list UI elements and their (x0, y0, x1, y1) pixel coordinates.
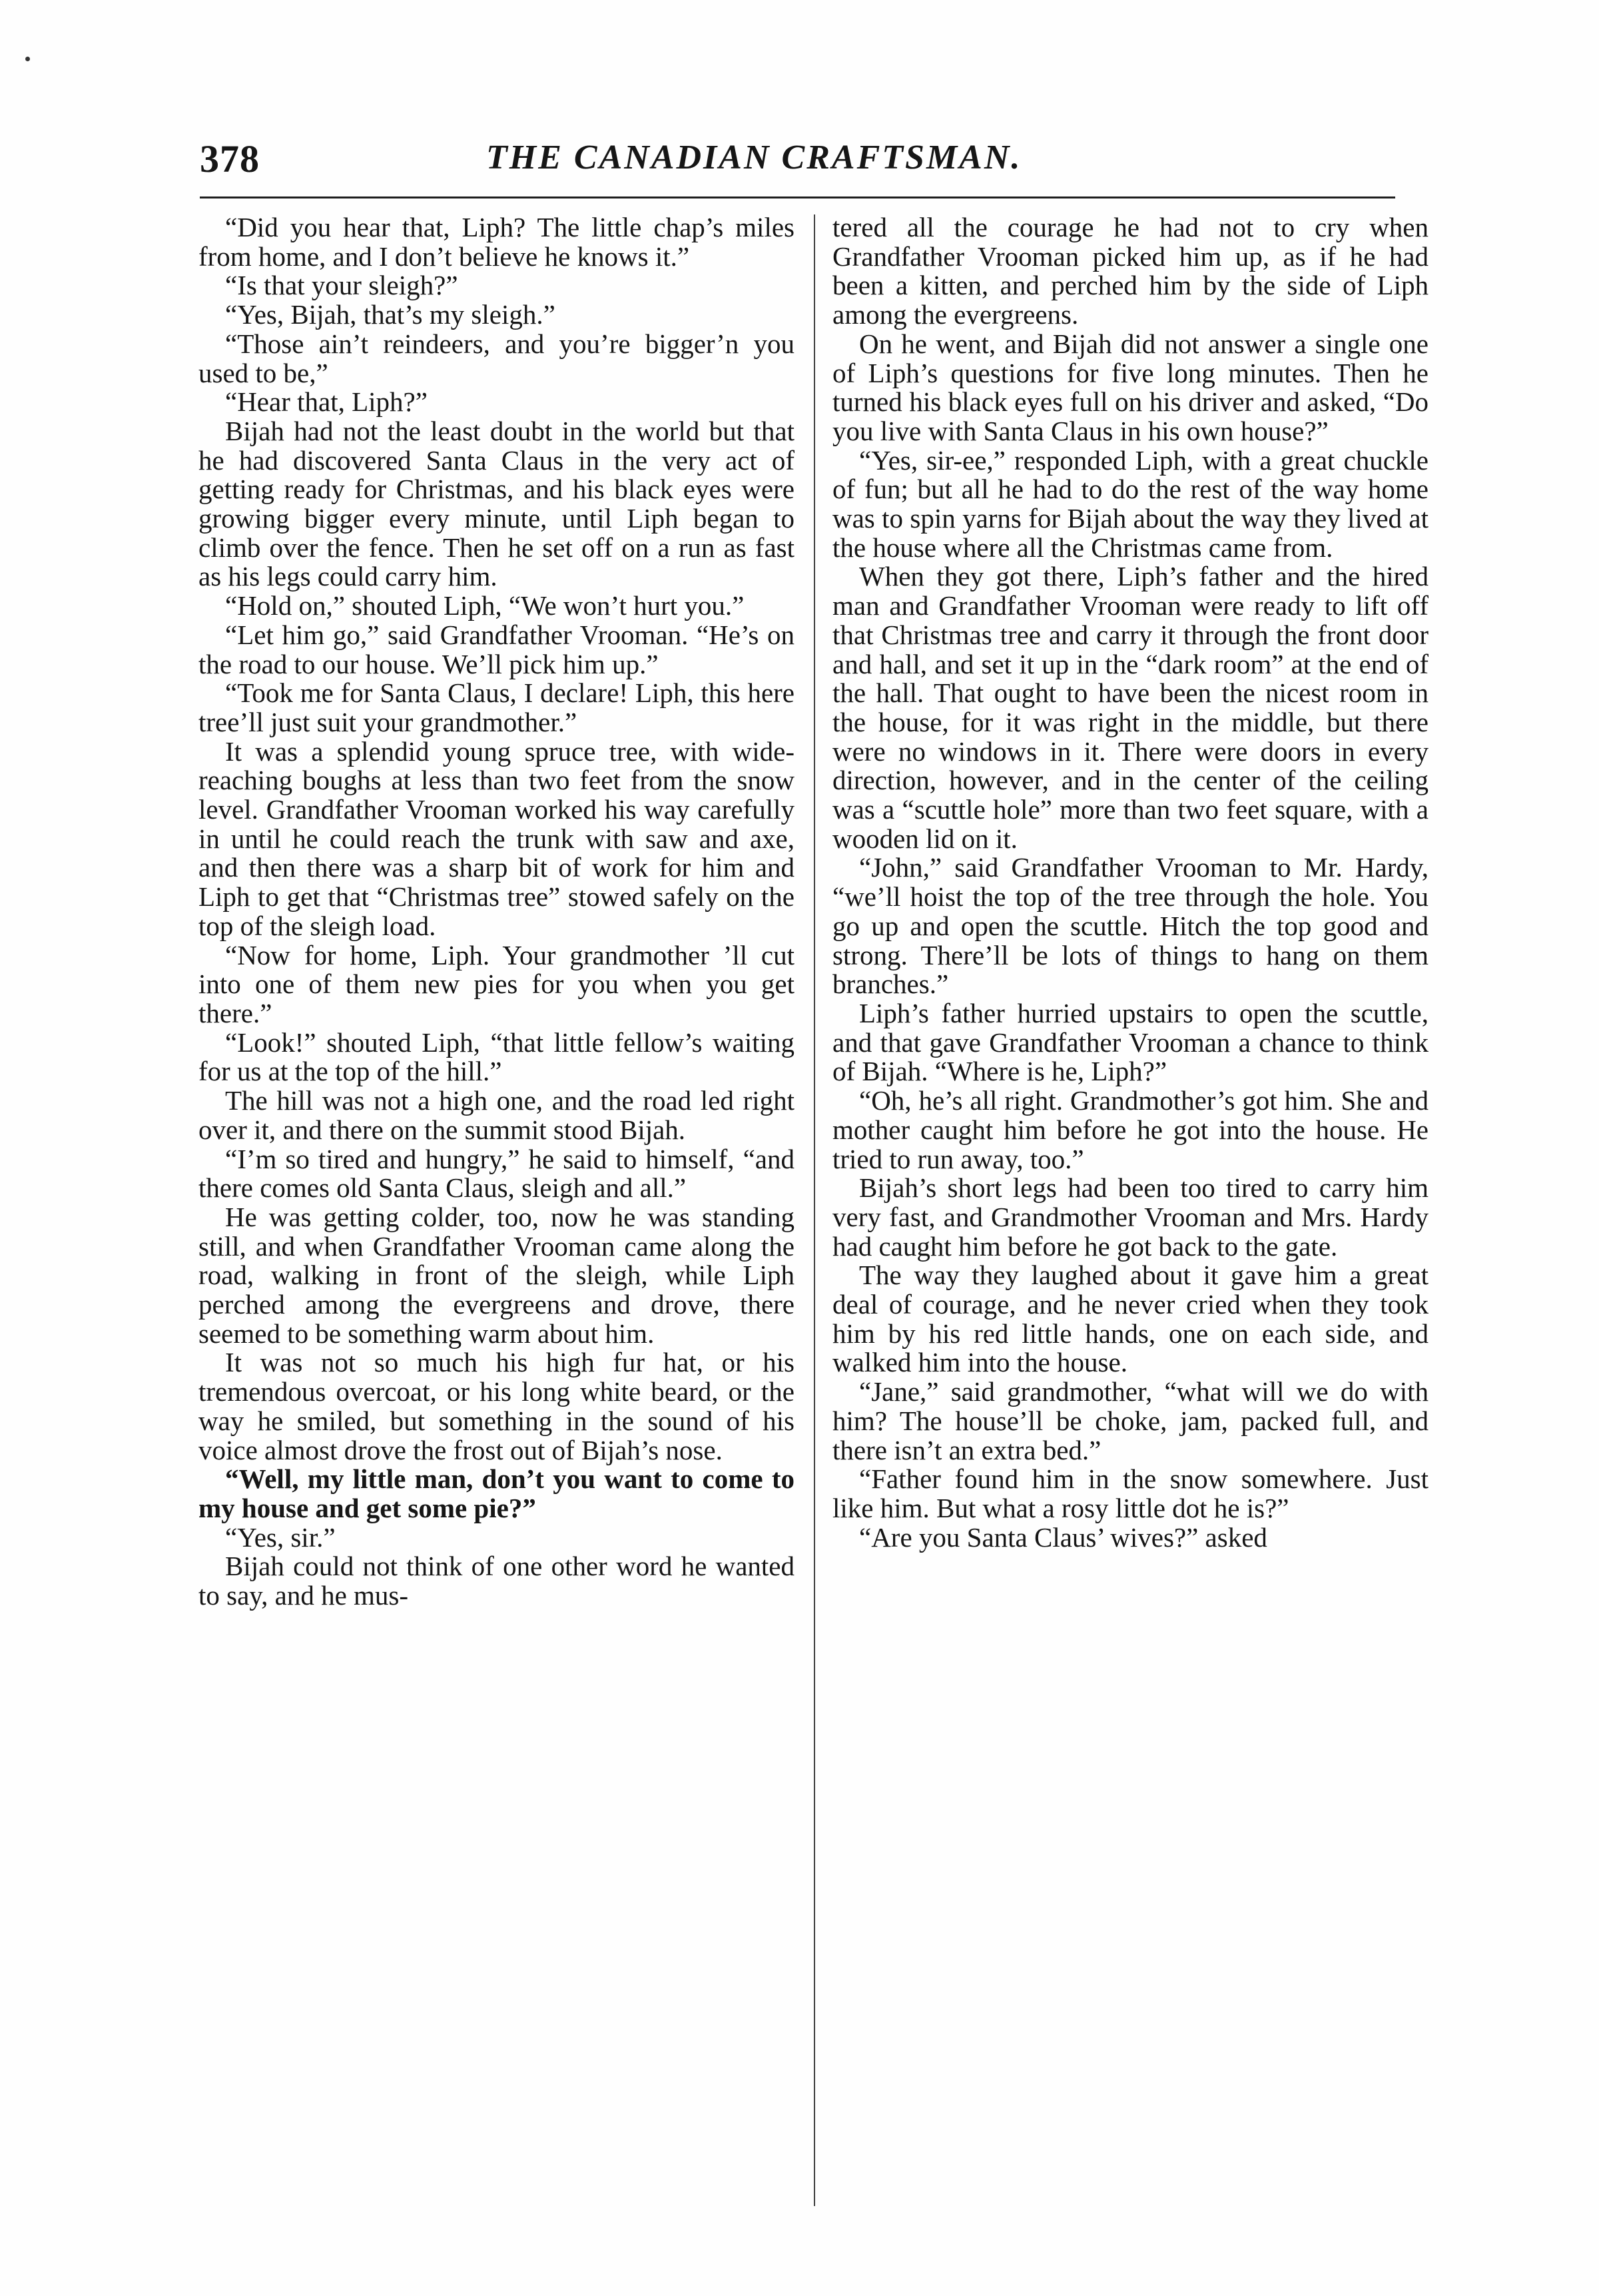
paragraph: “Let him go,” said Grandfather Vrooman. “He’s on the road to our house. We’ll pick him up.” (198, 619, 795, 679)
paragraph: “Took me for Santa Claus, I declare! Liph, this here tree’ll just suit your grandmother.” (198, 677, 795, 737)
paragraph: “Yes, sir-ee,” responded Liph, with a great chuckle of fun; but all he had to do the rest of the way home was to spin yarns for Bijah about the way they lived at the house where all the Christmas came from. (832, 444, 1429, 563)
paragraph: “Look!” shouted Liph, “that little fellow’s waiting for us at the top of the hill.” (198, 1026, 795, 1087)
paragraph: “Yes, Bijah, that’s my sleigh.” (225, 299, 555, 330)
paragraph: “Are you Santa Claus’ wives?” asked (859, 1521, 1267, 1553)
paragraph: On he went, and Bijah did not answer a single one of Liph’s questions for five long minutes. Then he turned his black eyes full on his driver and asked, “Do you live with Santa Claus in his own house?” (832, 328, 1429, 446)
paragraph: “Hold on,” shouted Liph, “We won’t hurt you.” (225, 590, 745, 621)
page-number: 378 (200, 137, 260, 181)
paragraph: Bijah could not think of one other word he wanted to say, and he mus- (198, 1551, 795, 1611)
ink-speck (25, 57, 30, 61)
paragraph: “Jane,” said grandmother, “what will we do with him? The house’ll be choke, jam, packed full, and there isn’t an extra bed.” (832, 1376, 1429, 1465)
paragraph: The hill was not a high one, and the road led right over it, and there on the summit stood Bijah. (198, 1085, 795, 1145)
header-rule (200, 196, 1395, 198)
paragraph: “Yes, sir.” (225, 1521, 336, 1553)
paragraph: “I’m so tired and hungry,” he said to himself, “and there comes old Santa Claus, sleigh and all.” (198, 1143, 795, 1204)
paragraph: When they got there, Liph’s father and the hired man and Grandfather Vrooman were ready to lift off that Christmas tree and carry it through the front door and hall, and set it up in the “dark room” at the end of the hall. That ought to have been the nicest room in the house, for it was right in the middle, but there were no windows in it. There were doors in every direction, however, and in the center of the ceiling was a “scuttle hole” more than two feet square, with a wooden lid on it. (832, 561, 1429, 854)
paragraph: “Father found him in the snow somewhere. Just like him. But what a rosy little dot he is?” (832, 1463, 1429, 1523)
column-divider (814, 214, 815, 2206)
paragraph: “Well, my little man, don’t you want to come to my house and get some pie?” (198, 1463, 795, 1523)
paragraph: “Those ain’t reindeers, and you’re bigger’n you used to be,” (198, 328, 795, 388)
paragraph: It was a splendid young spruce tree, with wide-reaching boughs at less than two feet from the snow level. Grandfather Vrooman worked his way carefully in until he could reach the trunk with saw and axe, and then there was a sharp bit of work for him and Liph to get that “Christmas tree” stowed safely on the top of the sleigh load. (198, 735, 795, 941)
paragraph: Liph’s father hurried upstairs to open the scuttle, and that gave Grandfather Vrooman a chance to think of Bijah. “Where is he, Liph?” (832, 997, 1429, 1087)
paragraph: The way they laughed about it gave him a great deal of courage, and he never cried when they took him by his red little hands, one on each side, and walked him into the house. (832, 1260, 1429, 1378)
right-column (832, 213, 1429, 2225)
paragraph: “Did you hear that, Liph? The little chap’s miles from home, and I don’t believe he knows it.” (198, 213, 795, 272)
paragraph: “Hear that, Liph?” (225, 386, 428, 418)
paragraph: “Is that your sleigh?” (225, 270, 458, 301)
paragraph: “John,” said Grandfather Vrooman to Mr. Hardy, “we’ll hoist the top of the tree through the hole. You go up and open the scuttle. Hitch the top good and strong. There’ll be lots of things to hang on them branches.” (832, 852, 1429, 1000)
paragraph: He was getting colder, too, now he was standing still, and when Grandfather Vrooman came along the road, walking in front of the sleigh, while Liph perched among the evergreens and drove, there seemed to be something warm about him. (198, 1201, 795, 1349)
paragraph: “Now for home, Liph. Your grandmother ’ll cut into one of them new pies for you when you get there.” (198, 939, 795, 1028)
paragraph: tered all the courage he had not to cry when Grandfather Vrooman picked him up, as if he had been a kitten, and perched him by the side of Liph among the evergreens. (832, 213, 1429, 330)
page-header (200, 137, 1399, 183)
left-column (198, 213, 795, 2225)
running-title: THE CANADIAN CRAFTSMAN. (486, 139, 1022, 177)
paragraph: “Oh, he’s all right. Grandmother’s got him. She and mother caught him before he got into the house. He tried to run away, too.” (832, 1085, 1429, 1174)
paragraph: Bijah’s short legs had been too tired to carry him very fast, and Grandmother Vrooman and Mrs. Hardy had caught him before he got back to the gate. (832, 1172, 1429, 1262)
paragraph: Bijah had not the least doubt in the world but that he had discovered Santa Claus in the very act of getting ready for Christmas, and his black eyes were growing bigger every minute, until Liph began to climb over the fence. Then he set off on a run as fast as his legs could carry him. (198, 415, 795, 592)
paragraph: It was not so much his high fur hat, or his tremendous overcoat, or his long white beard, or the way he smiled, but something in the sound of his voice almost drove the frost out of Bijah’s nose. (198, 1347, 795, 1465)
